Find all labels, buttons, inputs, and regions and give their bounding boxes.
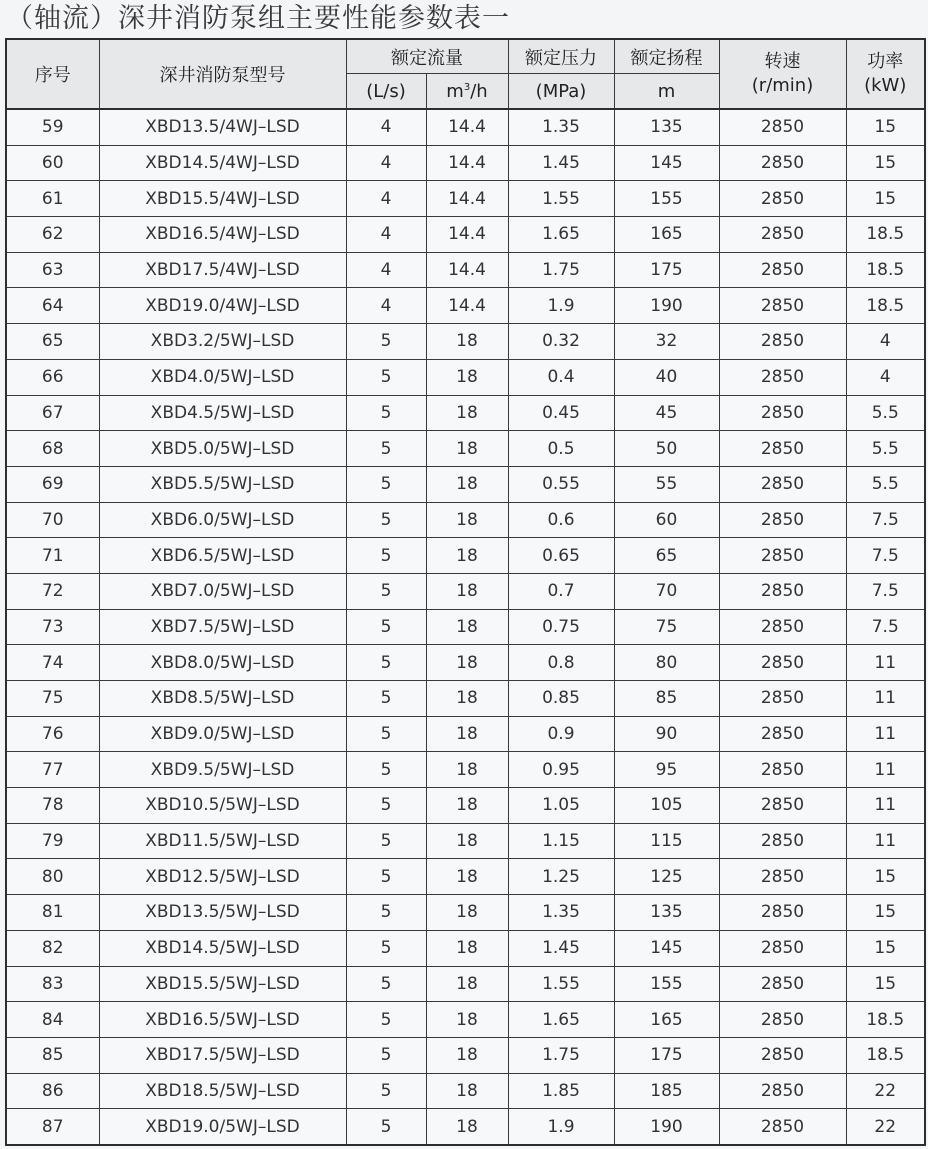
cell-pressure: 1.9 (508, 1109, 614, 1145)
cell-flow-ls: 5 (346, 1109, 426, 1145)
cell-speed: 2850 (719, 716, 846, 752)
cell-index: 77 (6, 752, 99, 788)
cell-power: 11 (846, 788, 925, 824)
cell-flow-m3h: 18 (426, 681, 508, 717)
cell-head: 135 (614, 109, 719, 145)
cell-flow-m3h: 18 (426, 1037, 508, 1073)
cell-head: 135 (614, 895, 719, 931)
cell-flow-m3h: 18 (426, 930, 508, 966)
table-row (6, 181, 925, 217)
cell-power: 18.5 (846, 1037, 925, 1073)
cell-pressure: 1.55 (508, 181, 614, 217)
cell-flow-ls: 5 (346, 966, 426, 1002)
cell-flow-ls: 5 (346, 752, 426, 788)
cell-speed: 2850 (719, 502, 846, 538)
cell-speed: 2850 (719, 1037, 846, 1073)
cell-flow-ls: 5 (346, 502, 426, 538)
cell-index: 84 (6, 1002, 99, 1038)
cell-model: XBD16.5/5WJ–LSD (99, 1002, 346, 1038)
cell-power: 18.5 (846, 217, 925, 253)
cell-pressure: 1.55 (508, 966, 614, 1002)
header-power-unit: (kW) (864, 75, 907, 96)
cell-head: 90 (614, 716, 719, 752)
cell-speed: 2850 (719, 217, 846, 253)
cell-flow-m3h: 14.4 (426, 252, 508, 288)
cell-model: XBD9.0/5WJ–LSD (99, 716, 346, 752)
cell-index: 82 (6, 930, 99, 966)
cell-flow-m3h: 18 (426, 859, 508, 895)
cell-model: XBD5.0/5WJ–LSD (99, 431, 346, 467)
cell-speed: 2850 (719, 1109, 846, 1145)
cell-index: 60 (6, 145, 99, 181)
cell-model: XBD13.5/5WJ–LSD (99, 895, 346, 931)
cell-model: XBD10.5/5WJ–LSD (99, 788, 346, 824)
cell-power: 11 (846, 716, 925, 752)
cell-speed: 2850 (719, 966, 846, 1002)
cell-power: 11 (846, 681, 925, 717)
cell-index: 73 (6, 609, 99, 645)
cell-power: 15 (846, 966, 925, 1002)
table-row (6, 395, 925, 431)
header-head-unit: m (614, 74, 719, 110)
cell-pressure: 0.5 (508, 431, 614, 467)
cell-flow-ls: 4 (346, 217, 426, 253)
cell-index: 62 (6, 217, 99, 253)
cell-model: XBD13.5/4WJ–LSD (99, 109, 346, 145)
cell-power: 11 (846, 823, 925, 859)
cell-head: 80 (614, 645, 719, 681)
cell-index: 74 (6, 645, 99, 681)
cell-model: XBD15.5/4WJ–LSD (99, 181, 346, 217)
cell-pressure: 1.35 (508, 895, 614, 931)
cell-index: 68 (6, 431, 99, 467)
cell-flow-ls: 5 (346, 645, 426, 681)
cell-power: 11 (846, 645, 925, 681)
cell-flow-m3h: 18 (426, 502, 508, 538)
header-head: 额定扬程 (614, 39, 719, 74)
cell-head: 190 (614, 1109, 719, 1145)
cell-model: XBD7.5/5WJ–LSD (99, 609, 346, 645)
cell-pressure: 0.75 (508, 609, 614, 645)
cell-model: XBD15.5/5WJ–LSD (99, 966, 346, 1002)
table-row (6, 324, 925, 360)
header-pressure-unit: (MPa) (508, 74, 614, 110)
cell-index: 67 (6, 395, 99, 431)
table-row (6, 109, 925, 145)
cell-pressure: 1.25 (508, 859, 614, 895)
cell-speed: 2850 (719, 538, 846, 574)
cell-power: 7.5 (846, 502, 925, 538)
cell-flow-m3h: 18 (426, 823, 508, 859)
cell-power: 15 (846, 859, 925, 895)
header-flow-ls: (L/s) (346, 74, 426, 110)
cell-head: 60 (614, 502, 719, 538)
cell-index: 81 (6, 895, 99, 931)
cell-index: 66 (6, 359, 99, 395)
cell-index: 71 (6, 538, 99, 574)
cell-speed: 2850 (719, 681, 846, 717)
cell-power: 5.5 (846, 395, 925, 431)
cell-index: 63 (6, 252, 99, 288)
cell-head: 75 (614, 609, 719, 645)
cell-head: 175 (614, 252, 719, 288)
table-row (6, 752, 925, 788)
cell-model: XBD7.0/5WJ–LSD (99, 573, 346, 609)
cell-pressure: 0.8 (508, 645, 614, 681)
cell-flow-m3h: 14.4 (426, 181, 508, 217)
cell-head: 85 (614, 681, 719, 717)
cell-speed: 2850 (719, 752, 846, 788)
cell-pressure: 1.85 (508, 1073, 614, 1109)
table-header (6, 39, 925, 109)
cell-flow-m3h: 18 (426, 895, 508, 931)
cell-model: XBD9.5/5WJ–LSD (99, 752, 346, 788)
table-row (6, 859, 925, 895)
cell-power: 5.5 (846, 466, 925, 502)
cell-index: 79 (6, 823, 99, 859)
table-row (6, 1037, 925, 1073)
cell-pressure: 0.85 (508, 681, 614, 717)
cell-power: 11 (846, 752, 925, 788)
header-speed-unit: (r/min) (751, 75, 814, 96)
cell-flow-ls: 5 (346, 538, 426, 574)
cell-flow-ls: 5 (346, 930, 426, 966)
cell-speed: 2850 (719, 823, 846, 859)
cell-model: XBD8.0/5WJ–LSD (99, 645, 346, 681)
cell-index: 65 (6, 324, 99, 360)
cell-flow-ls: 5 (346, 609, 426, 645)
cell-model: XBD17.5/4WJ–LSD (99, 252, 346, 288)
cell-flow-m3h: 18 (426, 431, 508, 467)
cell-flow-ls: 5 (346, 895, 426, 931)
cell-pressure: 0.4 (508, 359, 614, 395)
cell-model: XBD4.0/5WJ–LSD (99, 359, 346, 395)
cell-flow-m3h: 18 (426, 966, 508, 1002)
cell-flow-ls: 5 (346, 1002, 426, 1038)
table-row (6, 895, 925, 931)
table-row (6, 145, 925, 181)
cell-speed: 2850 (719, 1073, 846, 1109)
cell-model: XBD14.5/4WJ–LSD (99, 145, 346, 181)
cell-speed: 2850 (719, 1002, 846, 1038)
flow-m3-tail: /h (470, 80, 488, 102)
cell-pressure: 1.65 (508, 217, 614, 253)
cell-pressure: 0.95 (508, 752, 614, 788)
cell-flow-ls: 5 (346, 431, 426, 467)
table-row (6, 716, 925, 752)
cell-flow-ls: 5 (346, 716, 426, 752)
cell-head: 145 (614, 930, 719, 966)
cell-speed: 2850 (719, 181, 846, 217)
header-speed-label: 转速 (764, 51, 801, 72)
cell-index: 85 (6, 1037, 99, 1073)
cell-flow-ls: 5 (346, 1073, 426, 1109)
cell-head: 45 (614, 395, 719, 431)
cell-flow-m3h: 18 (426, 1073, 508, 1109)
cell-model: XBD11.5/5WJ–LSD (99, 823, 346, 859)
cell-model: XBD6.0/5WJ–LSD (99, 502, 346, 538)
cell-flow-ls: 5 (346, 324, 426, 360)
cell-flow-m3h: 18 (426, 752, 508, 788)
cell-flow-m3h: 18 (426, 788, 508, 824)
cell-index: 86 (6, 1073, 99, 1109)
cell-power: 4 (846, 324, 925, 360)
table-row (6, 681, 925, 717)
cell-flow-ls: 5 (346, 823, 426, 859)
cell-head: 175 (614, 1037, 719, 1073)
cell-index: 78 (6, 788, 99, 824)
cell-pressure: 1.05 (508, 788, 614, 824)
cell-pressure: 0.9 (508, 716, 614, 752)
cell-power: 7.5 (846, 573, 925, 609)
cell-flow-m3h: 14.4 (426, 217, 508, 253)
cell-flow-ls: 5 (346, 466, 426, 502)
cell-flow-ls: 5 (346, 1037, 426, 1073)
cell-model: XBD14.5/5WJ–LSD (99, 930, 346, 966)
cell-flow-ls: 5 (346, 788, 426, 824)
cell-flow-ls: 5 (346, 395, 426, 431)
cell-pressure: 0.45 (508, 395, 614, 431)
cell-flow-ls: 5 (346, 573, 426, 609)
table-row (6, 609, 925, 645)
cell-power: 18.5 (846, 1002, 925, 1038)
cell-head: 55 (614, 466, 719, 502)
table-row (6, 966, 925, 1002)
cell-flow-ls: 4 (346, 181, 426, 217)
cell-index: 69 (6, 466, 99, 502)
header-power (846, 39, 925, 109)
cell-power: 15 (846, 109, 925, 145)
cell-head: 165 (614, 1002, 719, 1038)
cell-flow-m3h: 18 (426, 395, 508, 431)
cell-power: 18.5 (846, 252, 925, 288)
cell-flow-ls: 4 (346, 288, 426, 324)
cell-head: 190 (614, 288, 719, 324)
cell-pressure: 1.9 (508, 288, 614, 324)
header-model: 深井消防泵型号 (99, 39, 346, 109)
cell-power: 15 (846, 181, 925, 217)
cell-index: 80 (6, 859, 99, 895)
cell-power: 15 (846, 145, 925, 181)
cell-power: 5.5 (846, 431, 925, 467)
cell-flow-m3h: 18 (426, 1109, 508, 1145)
table-row (6, 1002, 925, 1038)
table-row (6, 288, 925, 324)
cell-pressure: 1.65 (508, 1002, 614, 1038)
table-row (6, 217, 925, 253)
cell-model: XBD4.5/5WJ–LSD (99, 395, 346, 431)
cell-power: 4 (846, 359, 925, 395)
cell-flow-m3h: 18 (426, 1002, 508, 1038)
cell-pressure: 0.65 (508, 538, 614, 574)
cell-head: 145 (614, 145, 719, 181)
cell-model: XBD18.5/5WJ–LSD (99, 1073, 346, 1109)
cell-head: 185 (614, 1073, 719, 1109)
cell-power: 15 (846, 930, 925, 966)
cell-speed: 2850 (719, 466, 846, 502)
cell-flow-ls: 4 (346, 109, 426, 145)
pump-spec-table (5, 38, 926, 1146)
cell-head: 105 (614, 788, 719, 824)
cell-head: 40 (614, 359, 719, 395)
cell-pressure: 0.6 (508, 502, 614, 538)
page-title: （轴流）深井消防泵组主要性能参数表一 (6, 3, 510, 34)
cell-index: 59 (6, 109, 99, 145)
cell-model: XBD3.2/5WJ–LSD (99, 324, 346, 360)
cell-speed: 2850 (719, 930, 846, 966)
cell-speed: 2850 (719, 788, 846, 824)
cell-flow-ls: 5 (346, 359, 426, 395)
cell-head: 65 (614, 538, 719, 574)
cell-flow-m3h: 18 (426, 359, 508, 395)
cell-head: 32 (614, 324, 719, 360)
table-row (6, 930, 925, 966)
cell-pressure: 1.15 (508, 823, 614, 859)
cell-index: 76 (6, 716, 99, 752)
table-row (6, 359, 925, 395)
cell-speed: 2850 (719, 395, 846, 431)
cell-speed: 2850 (719, 645, 846, 681)
cell-power: 22 (846, 1073, 925, 1109)
cell-flow-m3h: 14.4 (426, 109, 508, 145)
cell-speed: 2850 (719, 288, 846, 324)
cell-flow-m3h: 18 (426, 466, 508, 502)
cell-model: XBD8.5/5WJ–LSD (99, 681, 346, 717)
cell-power: 15 (846, 895, 925, 931)
cell-index: 61 (6, 181, 99, 217)
cell-flow-m3h: 18 (426, 324, 508, 360)
cell-flow-m3h: 18 (426, 609, 508, 645)
table-row (6, 538, 925, 574)
cell-index: 64 (6, 288, 99, 324)
header-power-label: 功率 (867, 51, 904, 72)
cell-index: 87 (6, 1109, 99, 1145)
table-row (6, 823, 925, 859)
flow-m3-base: m (446, 80, 464, 102)
cell-flow-ls: 4 (346, 145, 426, 181)
table-row (6, 1109, 925, 1145)
cell-model: XBD17.5/5WJ–LSD (99, 1037, 346, 1073)
table-row (6, 788, 925, 824)
cell-flow-m3h: 18 (426, 573, 508, 609)
cell-flow-m3h: 18 (426, 538, 508, 574)
cell-speed: 2850 (719, 145, 846, 181)
cell-speed: 2850 (719, 573, 846, 609)
cell-pressure: 0.7 (508, 573, 614, 609)
cell-speed: 2850 (719, 895, 846, 931)
cell-index: 70 (6, 502, 99, 538)
cell-flow-m3h: 18 (426, 716, 508, 752)
table-row (6, 431, 925, 467)
cell-power: 7.5 (846, 609, 925, 645)
cell-pressure: 1.35 (508, 109, 614, 145)
cell-model: XBD19.0/5WJ–LSD (99, 1109, 346, 1145)
table-row (6, 573, 925, 609)
cell-head: 165 (614, 217, 719, 253)
table-row (6, 502, 925, 538)
cell-index: 75 (6, 681, 99, 717)
cell-speed: 2850 (719, 252, 846, 288)
cell-model: XBD6.5/5WJ–LSD (99, 538, 346, 574)
table-row (6, 466, 925, 502)
cell-speed: 2850 (719, 359, 846, 395)
cell-flow-m3h: 14.4 (426, 145, 508, 181)
cell-flow-m3h: 18 (426, 645, 508, 681)
cell-head: 155 (614, 966, 719, 1002)
cell-pressure: 1.45 (508, 145, 614, 181)
header-pressure: 额定压力 (508, 39, 614, 74)
flow-m3-sup: 3 (463, 81, 471, 93)
cell-power: 18.5 (846, 288, 925, 324)
cell-power: 22 (846, 1109, 925, 1145)
cell-speed: 2850 (719, 109, 846, 145)
cell-pressure: 0.55 (508, 466, 614, 502)
cell-model: XBD19.0/4WJ–LSD (99, 288, 346, 324)
cell-flow-ls: 4 (346, 252, 426, 288)
cell-head: 50 (614, 431, 719, 467)
cell-head: 95 (614, 752, 719, 788)
header-flow: 额定流量 (346, 39, 508, 74)
header-flow-m3h (426, 74, 508, 110)
cell-head: 115 (614, 823, 719, 859)
cell-speed: 2850 (719, 324, 846, 360)
cell-head: 155 (614, 181, 719, 217)
table-row (6, 1073, 925, 1109)
cell-pressure: 0.32 (508, 324, 614, 360)
cell-index: 72 (6, 573, 99, 609)
table-row (6, 645, 925, 681)
cell-pressure: 1.45 (508, 930, 614, 966)
cell-index: 83 (6, 966, 99, 1002)
cell-flow-m3h: 14.4 (426, 288, 508, 324)
cell-model: XBD16.5/4WJ–LSD (99, 217, 346, 253)
table-row (6, 252, 925, 288)
cell-model: XBD5.5/5WJ–LSD (99, 466, 346, 502)
cell-pressure: 1.75 (508, 1037, 614, 1073)
cell-power: 7.5 (846, 538, 925, 574)
cell-flow-ls: 5 (346, 681, 426, 717)
cell-pressure: 1.75 (508, 252, 614, 288)
cell-model: XBD12.5/5WJ–LSD (99, 859, 346, 895)
cell-flow-ls: 5 (346, 859, 426, 895)
cell-speed: 2850 (719, 431, 846, 467)
header-speed (719, 39, 846, 109)
cell-head: 125 (614, 859, 719, 895)
cell-speed: 2850 (719, 859, 846, 895)
cell-head: 70 (614, 573, 719, 609)
header-index: 序号 (6, 39, 99, 109)
table-body (6, 109, 925, 1145)
cell-speed: 2850 (719, 609, 846, 645)
